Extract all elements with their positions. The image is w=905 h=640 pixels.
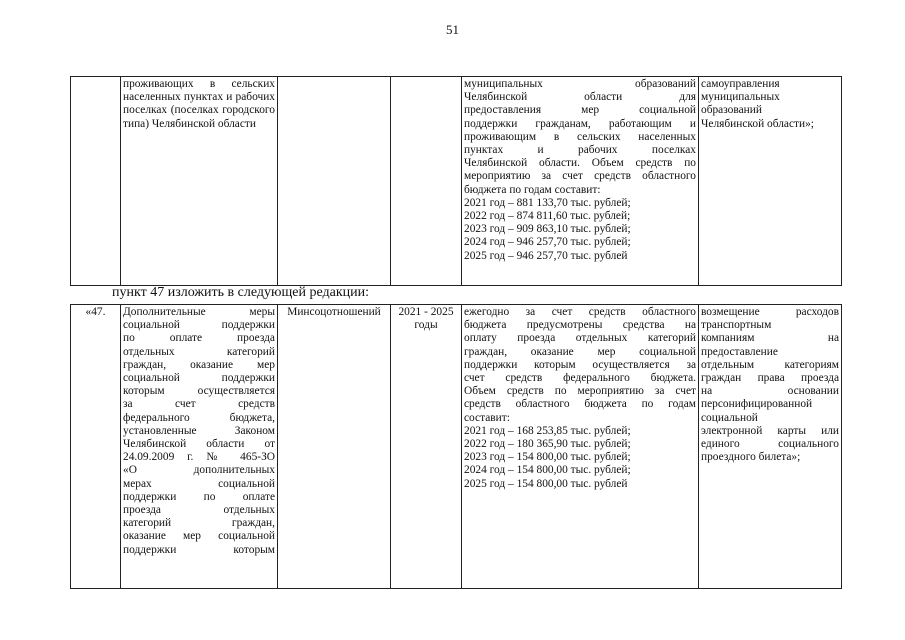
cell-result	[699, 305, 842, 589]
cell-event-name	[121, 77, 278, 286]
event-name-line: мерах социальной	[123, 477, 275, 490]
result-line: единого социального	[701, 438, 839, 451]
funding-line: мероприятию за счет средств областного	[464, 170, 696, 183]
event-name-line: «О дополнительных	[123, 464, 275, 477]
event-name-line: социальной поддержки	[123, 372, 275, 385]
event-name-line: поддержки которым	[123, 543, 275, 556]
funding-line: средств областного бюджета по годам	[464, 398, 696, 411]
funding-line: Объем средств по мероприятию за счет	[464, 385, 696, 398]
table-row	[71, 77, 842, 286]
cell-period	[391, 77, 462, 286]
funding-year-2021: 2021 год – 881 133,70 тыс. рублей;	[464, 196, 631, 209]
funding-line: поддержки гражданам, работающим и	[464, 117, 696, 130]
funding-line: муниципальных образований	[464, 78, 696, 90]
section-heading: пункт 47 изложить в следующей редакции:	[112, 285, 369, 300]
funding-line: ежегодно за счет средств областного	[464, 306, 696, 318]
cell-number	[71, 77, 121, 286]
event-name-line: оказание мер социальной	[123, 530, 275, 543]
funding-line: поддержки которым осуществляется за	[464, 358, 696, 371]
funding-line: бюджета предусмотрены средства на	[464, 319, 696, 332]
table-top	[70, 76, 842, 286]
funding-lines	[464, 78, 696, 263]
result-line: компаниям на	[701, 332, 839, 345]
event-name-line: проезда отдельных	[123, 504, 275, 517]
funding-year-2025: 2025 год – 154 800,00 тыс. рублей	[464, 477, 628, 490]
funding-line: проживающим в сельских населенных	[464, 130, 696, 143]
funding-year-2025: 2025 год – 946 257,70 тыс. рублей	[464, 249, 628, 262]
cell-number	[71, 305, 121, 589]
period-label: годы	[414, 319, 438, 332]
funding-line: пунктах и рабочих поселках	[464, 144, 696, 157]
result-line: граждан права проезда	[701, 372, 839, 385]
result-line: на основании	[701, 385, 839, 398]
funding-year-2023: 2023 год – 154 800,00 тыс. рублей;	[464, 451, 631, 464]
result-line: электронной карты или	[701, 424, 839, 437]
table-bottom	[70, 304, 842, 589]
funding-line: оплату проезда отдельных категорий	[464, 332, 696, 345]
funding-line: Челябинской области для	[464, 91, 696, 104]
result-line: самоуправления	[701, 78, 780, 90]
funding-line: счет средств федерального бюджета.	[464, 372, 696, 385]
event-name-line: 24.09.2009 г. № 465-ЗО	[123, 451, 275, 464]
event-name-text: проживающих в сельских населенных пунктах и рабочих поселках (поселках городского типа) Челябинской области	[123, 78, 275, 130]
result-line: образований	[701, 104, 762, 117]
event-name-line: установленные Законом	[123, 424, 275, 437]
funding-line: составит:	[464, 411, 510, 424]
item-number: «47.	[85, 306, 106, 318]
period-years: 2021 - 2025	[398, 306, 454, 318]
result-line: социальной	[701, 411, 758, 424]
cell-event-name	[121, 305, 278, 589]
cell-period	[391, 305, 462, 589]
executor-text: Минсоцотношений	[287, 306, 381, 318]
event-name-line: федерального бюджета,	[123, 411, 275, 424]
result-line: транспортным	[701, 319, 772, 332]
cell-funding	[462, 77, 699, 286]
event-name-line: за счет средств	[123, 398, 275, 411]
funding-year-2024: 2024 год – 946 257,70 тыс. рублей;	[464, 236, 631, 249]
event-name-line: социальной поддержки	[123, 319, 275, 332]
event-name-line: категорий граждан,	[123, 517, 275, 530]
funding-year-2021: 2021 год – 168 253,85 тыс. рублей;	[464, 424, 631, 437]
funding-line: Челябинской области. Объем средств по	[464, 157, 696, 170]
table-row	[71, 305, 842, 589]
event-name-line: Дополнительные меры	[123, 306, 275, 318]
cell-result	[699, 77, 842, 286]
event-name-line: отдельных категорий	[123, 345, 275, 358]
event-name-line: по оплате проезда	[123, 332, 275, 345]
cell-executor	[278, 77, 391, 286]
funding-line: предоставления мер социальной	[464, 104, 696, 117]
page-number: 51	[446, 22, 459, 37]
funding-year-2023: 2023 год – 909 863,10 тыс. рублей;	[464, 223, 631, 236]
result-line: муниципальных	[701, 91, 780, 104]
funding-year-2022: 2022 год – 874 811,60 тыс. рублей;	[464, 210, 631, 223]
result-line: возмещение расходов	[701, 306, 839, 318]
funding-line: граждан, оказание мер социальной	[464, 345, 696, 358]
result-line: предоставление	[701, 345, 778, 358]
result-line: Челябинской области»;	[701, 117, 814, 130]
funding-line: бюджета по годам составит:	[464, 183, 601, 196]
event-name-line: поддержки по оплате	[123, 490, 275, 503]
event-name-line: граждан, оказание мер	[123, 358, 275, 371]
result-line: отдельным категориям	[701, 358, 839, 371]
result-line: проездного билета»;	[701, 451, 801, 464]
event-name-line: которым осуществляется	[123, 385, 275, 398]
cell-executor	[278, 305, 391, 589]
funding-year-2024: 2024 год – 154 800,00 тыс. рублей;	[464, 464, 631, 477]
event-name-line: Челябинской области от	[123, 438, 275, 451]
result-line: персонифицированной	[701, 398, 813, 411]
funding-year-2022: 2022 год – 180 365,90 тыс. рублей;	[464, 438, 631, 451]
cell-funding	[462, 305, 699, 589]
